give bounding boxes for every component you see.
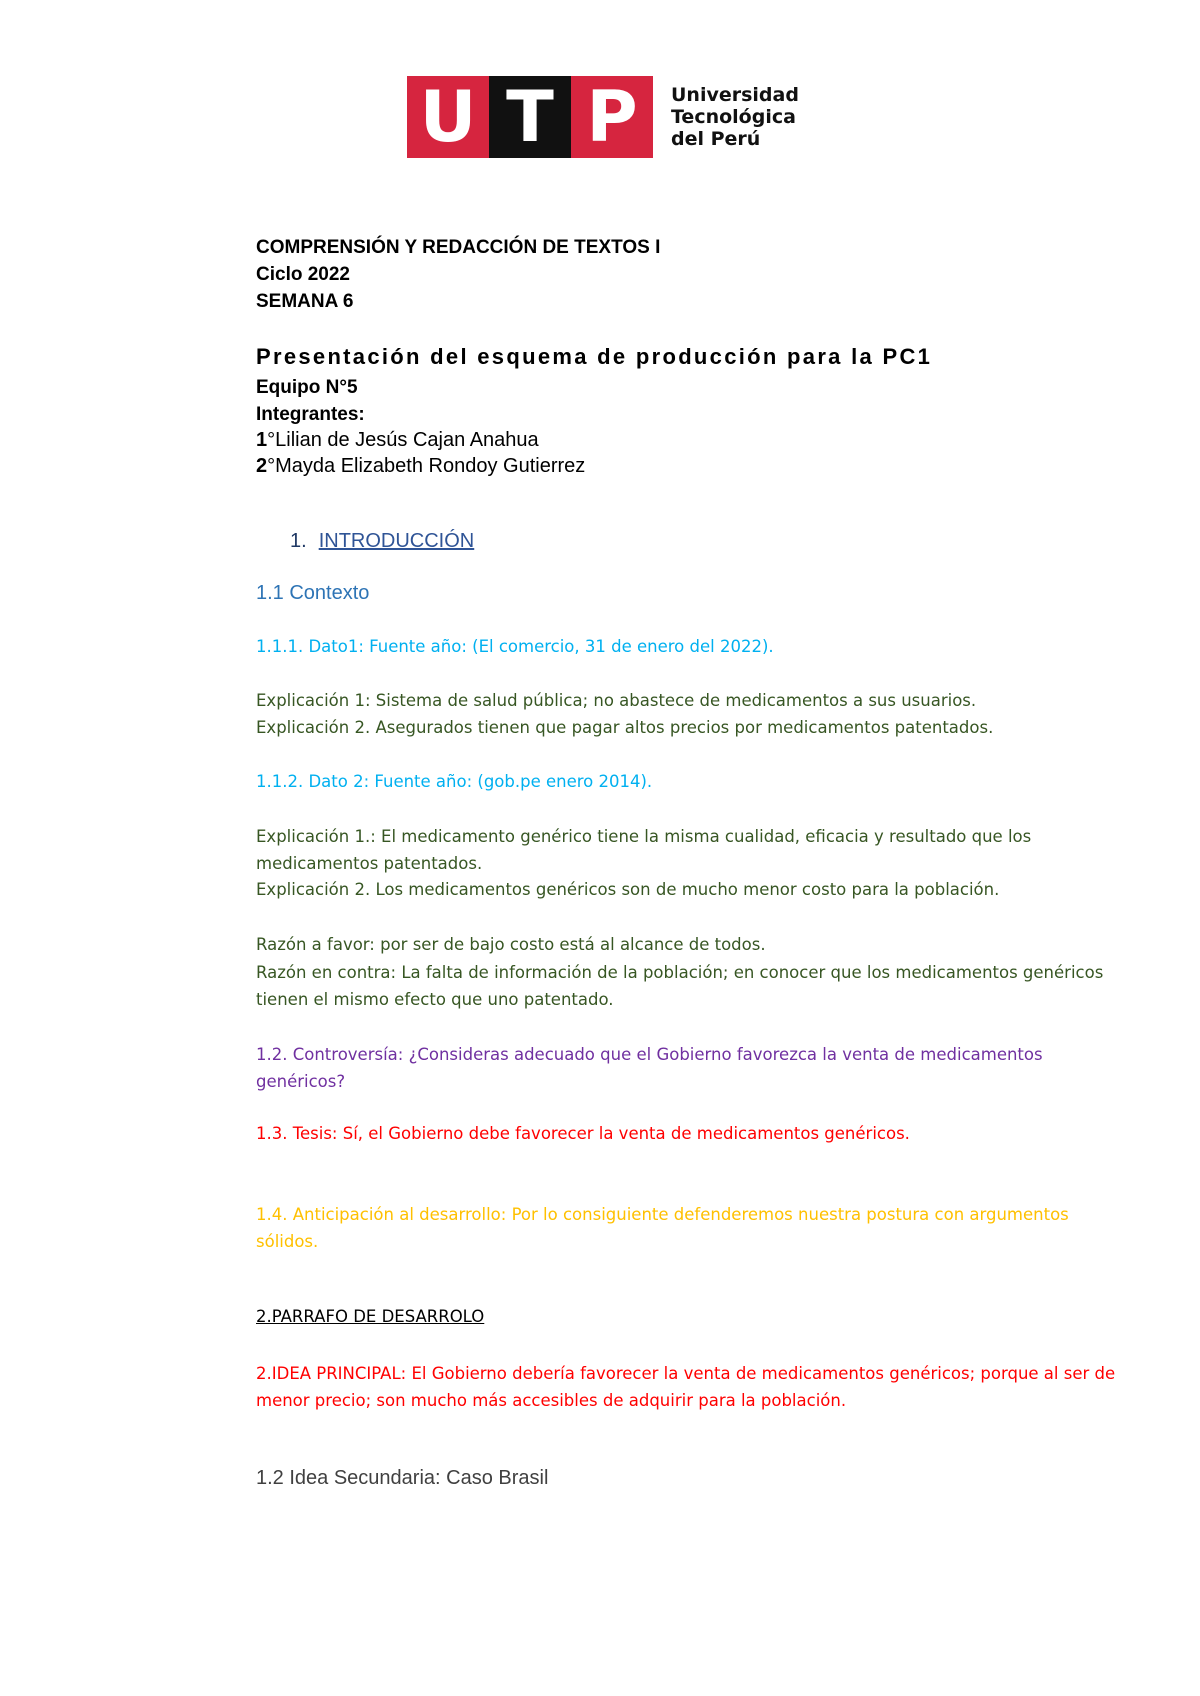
logo-brand-line: del Perú (671, 128, 761, 150)
dato1-explanation-2: Explicación 2. Asegurados tienen que pagar altos precios por medicamentos patentados. (256, 718, 994, 737)
logo-letter-p: P (571, 76, 653, 158)
reason-against: Razón en contra: La falta de información de la población; en conocer que los medicamentos genéricos tienen el mismo efecto que uno patentado. (256, 963, 1104, 1009)
dato1: 1.1.1. Dato1: Fuente año: (El comercio, 31 de enero del 2022). (256, 637, 774, 656)
intro-label: INTRODUCCIÓN (318, 530, 475, 552)
dato2: 1.1.2. Dato 2: Fuente año: (gob.pe enero 2014). (256, 772, 653, 791)
member-item (256, 455, 585, 478)
logo-letter-u: U (407, 76, 489, 158)
member-item (256, 429, 539, 452)
member-name: °Mayda Elizabeth Rondoy Gutierrez (267, 455, 586, 477)
course-week: SEMANA 6 (256, 291, 354, 312)
dato1-explanation-1: Explicación 1: Sistema de salud pública; no abastece de medicamentos a sus usuarios. (256, 691, 977, 710)
reason-for: Razón a favor: por ser de bajo costo está al alcance de todos. (256, 935, 766, 954)
logo-brand-line: Universidad (671, 84, 799, 106)
anticipation: 1.4. Anticipación al desarrollo: Por lo consiguiente defenderemos nuestra postura con argumentos sólidos. (256, 1205, 1069, 1251)
member-number: 2 (256, 455, 268, 477)
intro-number: 1. (290, 530, 307, 552)
main-idea: 2.IDEA PRINCIPAL: El Gobierno debería favorecer la venta de medicamentos genéricos; porque al ser de menor precio; son mucho más accesibles de adquirir para la población. (256, 1364, 1116, 1410)
members-label: Integrantes: (256, 404, 365, 425)
logo-brand-text (671, 76, 799, 158)
team-label: Equipo N°5 (256, 377, 358, 398)
logo-letter-t: T (489, 76, 571, 158)
intro-heading (290, 530, 474, 553)
logo-brand-line: Tecnológica (671, 106, 796, 128)
thesis: 1.3. Tesis: Sí, el Gobierno debe favorecer la venta de medicamentos genéricos. (256, 1124, 910, 1143)
dato2-explanation-1: Explicación 1.: El medicamento genérico tiene la misma cualidad, eficacia y resultado que los medicamentos patentados. (256, 827, 1032, 873)
utp-logo (407, 76, 799, 158)
member-name: °Lilian de Jesús Cajan Anahua (267, 429, 539, 451)
development-heading: 2.PARRAFO DE DESARROLO (256, 1307, 485, 1326)
course-title: COMPRENSIÓN Y REDACCIÓN DE TEXTOS I (256, 237, 661, 258)
member-number: 1 (256, 429, 268, 451)
secondary-idea-heading: 1.2 Idea Secundaria: Caso Brasil (256, 1467, 549, 1489)
course-cycle: Ciclo 2022 (256, 264, 350, 285)
context-heading: 1.1 Contexto (256, 582, 370, 604)
document-title: Presentación del esquema de producción para la PC1 (256, 344, 933, 369)
controversy: 1.2. Controversía: ¿Consideras adecuado que el Gobierno favorezca la venta de medicamentos genéricos? (256, 1045, 1043, 1091)
dato2-explanation-2: Explicación 2. Los medicamentos genéricos son de mucho menor costo para la población. (256, 880, 1000, 899)
